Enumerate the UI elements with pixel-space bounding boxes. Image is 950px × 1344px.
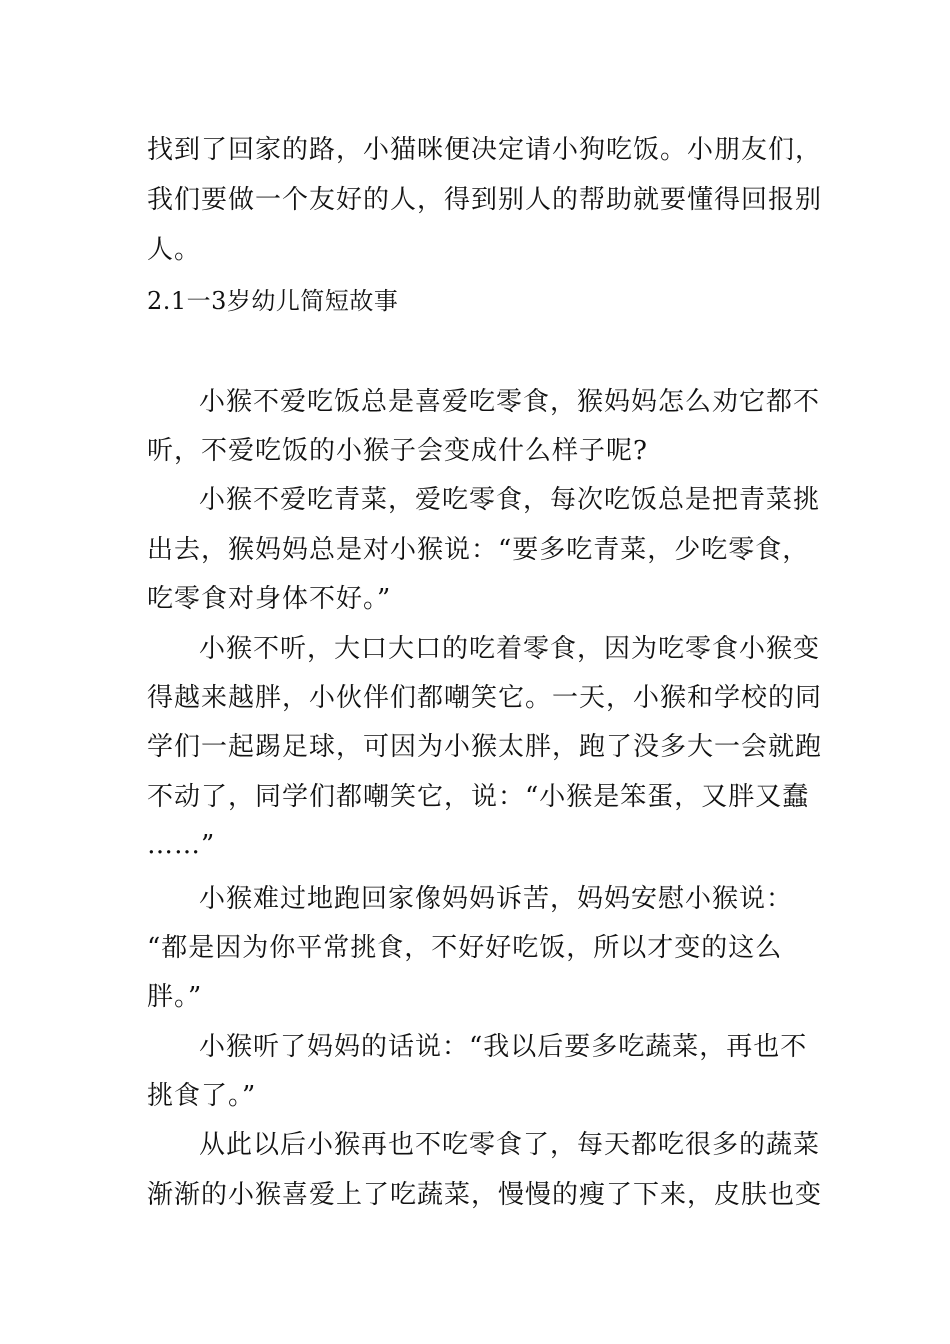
text-line: “都是因为你平常挑食，不好好吃饭，所以才变的这么: [147, 933, 783, 963]
text-line: 胖。”: [147, 982, 203, 1012]
text-line: 小猴不听，大口大口的吃着零食，因为吃零食小猴变: [199, 634, 821, 664]
text-line: 小猴听了妈妈的话说：“我以后要多吃蔬菜，再也不: [199, 1032, 808, 1062]
text-line: 找到了回家的路，小猫咪便决定请小狗吃饭。小朋友们，: [147, 135, 823, 165]
text-line: 不动了，同学们都嘲笑它，说：“小猴是笨蛋，又胖又蠢: [147, 782, 810, 812]
text-line: 出去，猴妈妈总是对小猴说：“要多吃青菜，少吃零食，: [147, 535, 810, 565]
text-line: 我们要做一个友好的人，得到别人的帮助就要懂得回报别: [147, 185, 823, 215]
text-line: 学们一起踢足球，可因为小猴太胖，跑了没多大一会就跑: [147, 732, 823, 762]
text-line: 听，不爱吃饭的小猴子会变成什么样子呢?: [147, 436, 648, 466]
text-line: 挑食了。”: [147, 1081, 257, 1111]
text-line: 小猴难过地跑回家像妈妈诉苦，妈妈安慰小猴说：: [199, 884, 794, 914]
text-line: 小猴不爱吃饭总是喜爱吃零食，猴妈妈怎么劝它都不: [199, 387, 821, 417]
text-line: 小猴不爱吃青菜，爱吃零食，每次吃饭总是把青菜挑: [199, 485, 821, 515]
text-line: 得越来越胖，小伙伴们都嘲笑它。一天，小猴和学校的同: [147, 683, 823, 713]
text-line: 吃零食对身体不好。”: [147, 584, 392, 614]
text-line: 渐渐的小猴喜爱上了吃蔬菜，慢慢的瘦了下来，皮肤也变: [147, 1180, 823, 1210]
text-line: ……”: [147, 830, 216, 860]
text-line: 从此以后小猴再也不吃零食了，每天都吃很多的蔬菜: [199, 1130, 821, 1160]
text-line: 人。: [147, 235, 202, 265]
section-heading: 2.1一3岁幼儿简短故事: [147, 287, 399, 315]
